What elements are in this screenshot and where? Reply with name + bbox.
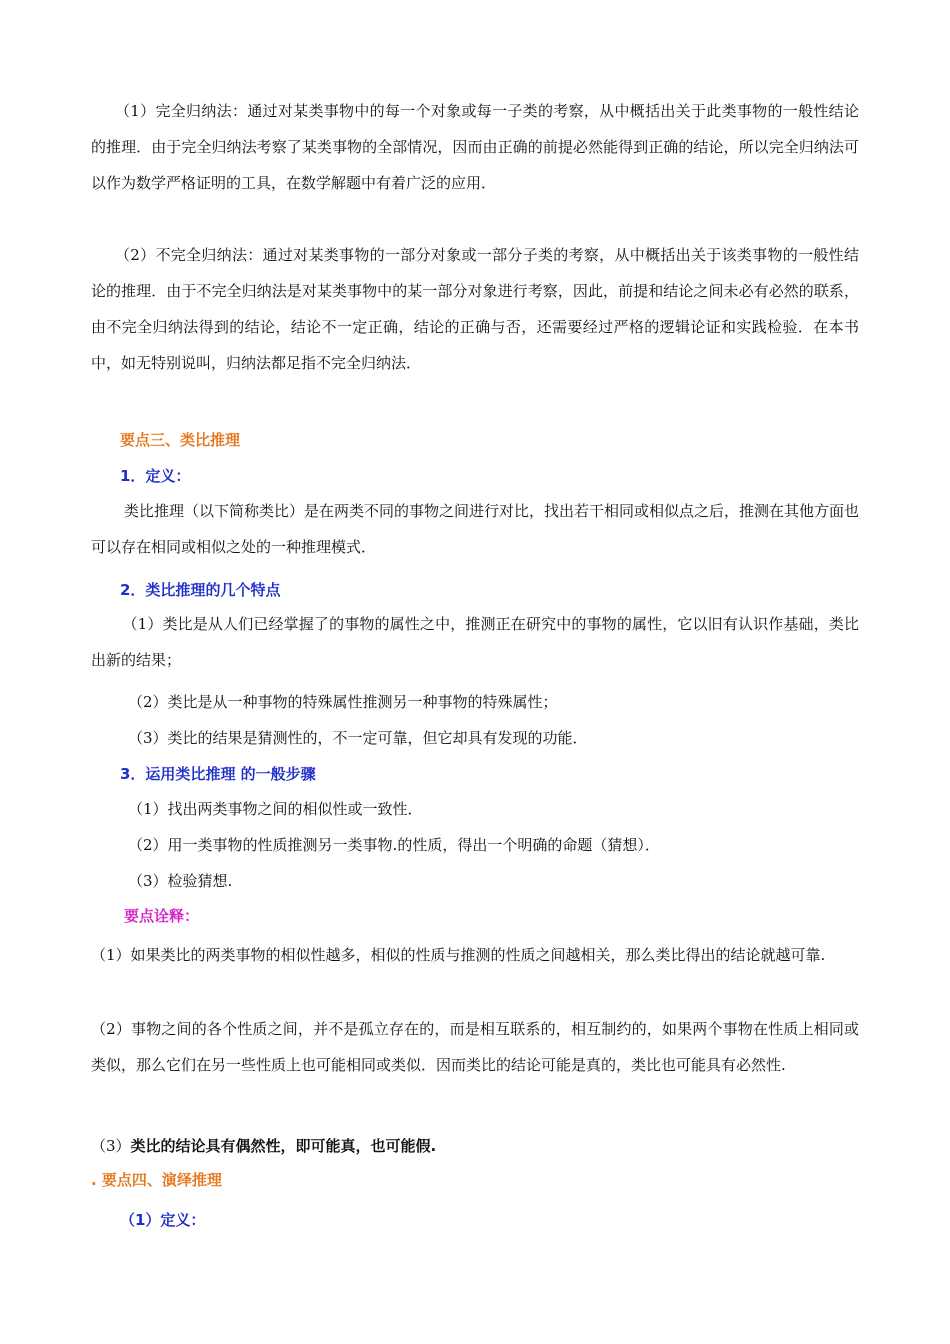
subheading-deduction-definition: （1）定义： (120, 1211, 206, 1229)
note-item-2: （2）事物之间的各个性质之间，并不是孤立存在的，而是相互联系的，相互制约的，如果两个事物在性质上相同或类似，那么它们在另一些性质上也可能相同或类似．因而类比的结论可能是真的，类比也可能具有必然性. (91, 1020, 859, 1074)
step-item-1: （1）找出两类事物之间的相似性或一致性． (128, 800, 423, 818)
subheading-definition: 1．定义： (120, 467, 191, 485)
subheading-steps: 3．运用类比推理 的一般步骤 (120, 765, 316, 783)
paragraph-analogy-definition: 类比推理（以下简称类比）是在两类不同的事物之间进行对比，找出若干相同或相似点之后，推测在其他方面也可以存在相同或相似之处的一种推理模式． (91, 502, 860, 556)
feature-item-2: （2）类比是从一种事物的特殊属性推测另一种事物的特殊属性； (128, 693, 558, 711)
note-item-3-prefix: （3） (91, 1137, 131, 1155)
paragraph-incomplete-induction: （2）不完全归纳法：通过对某类事物的一部分对象或一部分子类的考察，从中概括出关于该类事物的一般性结论的推理．由于不完全归纳法是对某类事物中的某一部分对象进行考察，因此，前提和结论之间未必有必然的联系，由不完全归纳法得到的结论，结论不一定正确，结论的正确与否，还需要经过严格的逻辑论证和实践检验．在本书中，如无特别说叫，归纳法都足指不完全归纳法． (91, 246, 859, 372)
step-item-3: （3）检验猜想. (128, 872, 233, 890)
paragraph-complete-induction: （1）完全归纳法：通过对某类事物中的每一个对象或每一子类的考察，从中概括出关于此类事物的一般性结论的推理．由于完全归纳法考察了某类事物的全部情况，因而由正确的前提必然能得到正确的结论，所以完全归纳法可以作为数学严格证明的工具，在数学解题中有着广泛的应用． (91, 102, 859, 192)
feature-item-1: （1）类比是从人们已经掌握了的事物的属性之中，推测正在研究中的事物的属性，它以旧有认识作基础，类比出新的结果； (91, 615, 859, 669)
subheading-features: 2．类比推理的几个特点 (120, 581, 281, 599)
note-item-1: （1）如果类比的两类事物的相似性越多，相似的性质与推测的性质之间越相关，那么类比得出的结论就越可靠. (91, 946, 826, 964)
step-item-2: （2）用一类事物的性质推测另一类事物.的性质，得出一个明确的命题（猜想）． (128, 836, 660, 854)
section-heading-analogy: 要点三、类比推理 (120, 431, 241, 449)
note-item-3 (91, 1134, 436, 1158)
notes-heading: 要点诠释： (124, 907, 200, 925)
feature-item-3: （3）类比的结果是猜测性的，不一定可靠，但它却具有发现的功能． (128, 729, 588, 747)
note-item-3-text: 类比的结论具有偶然性，即可能真，也可能假. (130, 1137, 437, 1155)
section-heading-deduction: . 要点四、演绎推理 (91, 1171, 222, 1189)
